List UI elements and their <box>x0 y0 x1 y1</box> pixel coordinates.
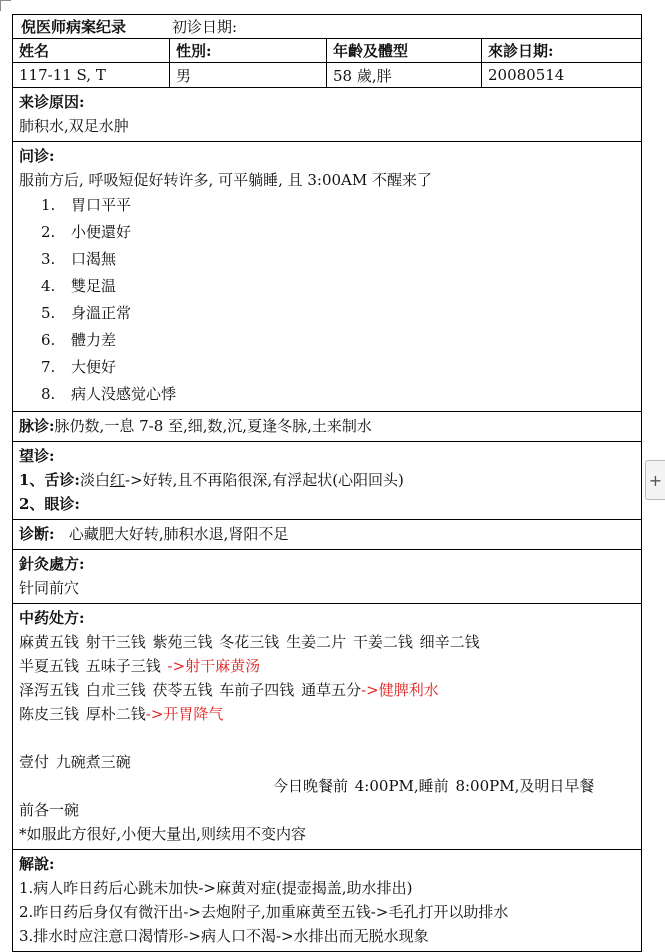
list-item <box>41 192 635 219</box>
tongue-text-post: ->好转,且不再陷很深,有浮起状(心阳回头) <box>125 471 404 489</box>
pulse-label: 脉诊: <box>19 417 55 435</box>
name-value: 117-11 S, T <box>13 63 170 87</box>
time-line-cont: 前各一碗 <box>19 801 80 819</box>
list-item <box>41 300 635 327</box>
herb-line <box>19 630 635 654</box>
herb-list: 泽泻五钱 白朮三钱 茯苓五钱 车前子四钱 通草五分 <box>19 681 362 699</box>
explanation-line: 1.病人昨日药后心跳未加快->麻黄对症(提壶揭盖,助水排出) <box>19 879 413 897</box>
item-text: 小便還好 <box>71 223 132 241</box>
time-line: 今日晚餐前 4:00PM,睡前 8:00PM,及明日早餐 <box>273 777 595 795</box>
medical-record-table <box>12 14 642 952</box>
herb-line <box>19 678 635 702</box>
item-number: 1. <box>41 196 56 214</box>
herb-line <box>19 654 635 678</box>
visit-reason-text: 肺积水,双足水肿 <box>19 117 129 135</box>
list-item <box>41 327 635 354</box>
item-text: 身溫正常 <box>71 304 132 322</box>
herb-list: 半夏五钱 五味子三钱 <box>19 657 168 675</box>
inquiry-text: 服前方后, 呼吸短促好转许多, 可平躺睡, 且 3:00AM 不醒来了 <box>19 171 433 189</box>
pulse-section <box>13 412 641 442</box>
observation-section <box>13 442 641 520</box>
acupuncture-text: 针同前穴 <box>19 579 80 597</box>
herb-line <box>19 702 635 726</box>
list-item <box>41 273 635 300</box>
visit-reason-label: 来诊原因: <box>19 93 85 111</box>
corner-mark <box>0 0 11 11</box>
herb-list: 陈皮三钱 厚朴二钱 <box>19 705 146 723</box>
list-item <box>41 381 635 408</box>
item-text: 胃口平平 <box>71 196 132 214</box>
diagnosis-text: 心藏肥大好转,肺积水退,肾阳不足 <box>68 525 289 543</box>
item-number: 3. <box>41 250 56 268</box>
name-header: 姓名 <box>13 39 170 62</box>
herbal-label: 中药处方: <box>19 609 85 627</box>
visit-date-value: 20080514 <box>488 66 565 84</box>
inquiry-label: 问诊: <box>19 147 55 165</box>
tongue-text-pre: 淡白 <box>79 471 110 489</box>
age-header: 年齡及體型 <box>327 39 482 62</box>
diagnosis-label: 诊断: <box>19 525 55 543</box>
plus-glyph: + <box>648 470 663 490</box>
tongue-text-underlined: 红 <box>110 471 126 489</box>
acupuncture-label: 針灸處方: <box>19 555 85 573</box>
item-number: 5. <box>41 304 56 322</box>
herb-note: ->开胃降气 <box>145 705 224 723</box>
explanation-section <box>13 850 641 951</box>
explanation-line: 2.昨日药后身仅有微汗出->去炮附子,加重麻黄至五钱->毛孔打开以助排水 <box>19 903 509 921</box>
record-title: 倪医师病案纪录 <box>21 18 127 36</box>
herb-list: 麻黄五钱 射干三钱 紫苑三钱 冬花三钱 生姜二片 干姜二钱 细辛二钱 <box>19 633 480 651</box>
pulse-text: 脉仍数,一息 7-8 至,细,数,沉,夏逢冬脉,土来制水 <box>54 417 372 435</box>
item-number: 6. <box>41 331 56 349</box>
acupuncture-section <box>13 550 641 604</box>
patient-value-row <box>13 63 641 88</box>
herbal-footnote: *如服此方很好,小便大量出,则续用不变内容 <box>19 825 307 843</box>
spacer <box>19 726 635 750</box>
herb-note: ->健脾利水 <box>361 681 439 699</box>
tongue-label: 1、舌诊: <box>19 471 80 489</box>
symptom-list <box>19 192 635 408</box>
inquiry-section <box>13 142 641 412</box>
initial-date-label: 初诊日期: <box>172 18 238 36</box>
tongue-line <box>19 468 635 492</box>
plus-icon[interactable] <box>645 460 665 500</box>
diagnosis-section <box>13 520 641 550</box>
age-value: 58 歲,胖 <box>327 63 482 87</box>
eye-label: 2、眼诊: <box>19 495 80 513</box>
item-text: 大便好 <box>71 358 117 376</box>
item-text: 體力差 <box>71 331 117 349</box>
visit-date-header: 來診日期: <box>488 42 554 60</box>
explanation-label: 解說: <box>19 855 55 873</box>
patient-header-row <box>13 39 641 63</box>
dosage-text: 壹付 九碗煮三碗 <box>19 753 131 771</box>
item-number: 8. <box>41 385 56 403</box>
item-number: 7. <box>41 358 56 376</box>
observation-label: 望诊: <box>19 447 55 465</box>
herb-note: ->射干麻黄汤 <box>167 657 261 675</box>
item-text: 病人没感觉心悸 <box>71 385 177 403</box>
item-text: 口渴無 <box>71 250 117 268</box>
list-item <box>41 354 635 381</box>
explanation-line: 3.排水时应注意口渴情形->病人口不渴->水排出而无脱水现象 <box>19 927 429 945</box>
visit-reason-section <box>13 88 641 142</box>
item-number: 2. <box>41 223 56 241</box>
herbal-section <box>13 604 641 850</box>
list-item <box>41 219 635 246</box>
item-text: 雙足温 <box>71 277 117 295</box>
gender-value: 男 <box>170 63 327 87</box>
gender-header: 性別: <box>170 39 327 62</box>
title-row <box>13 15 641 39</box>
list-item <box>41 246 635 273</box>
item-number: 4. <box>41 277 56 295</box>
